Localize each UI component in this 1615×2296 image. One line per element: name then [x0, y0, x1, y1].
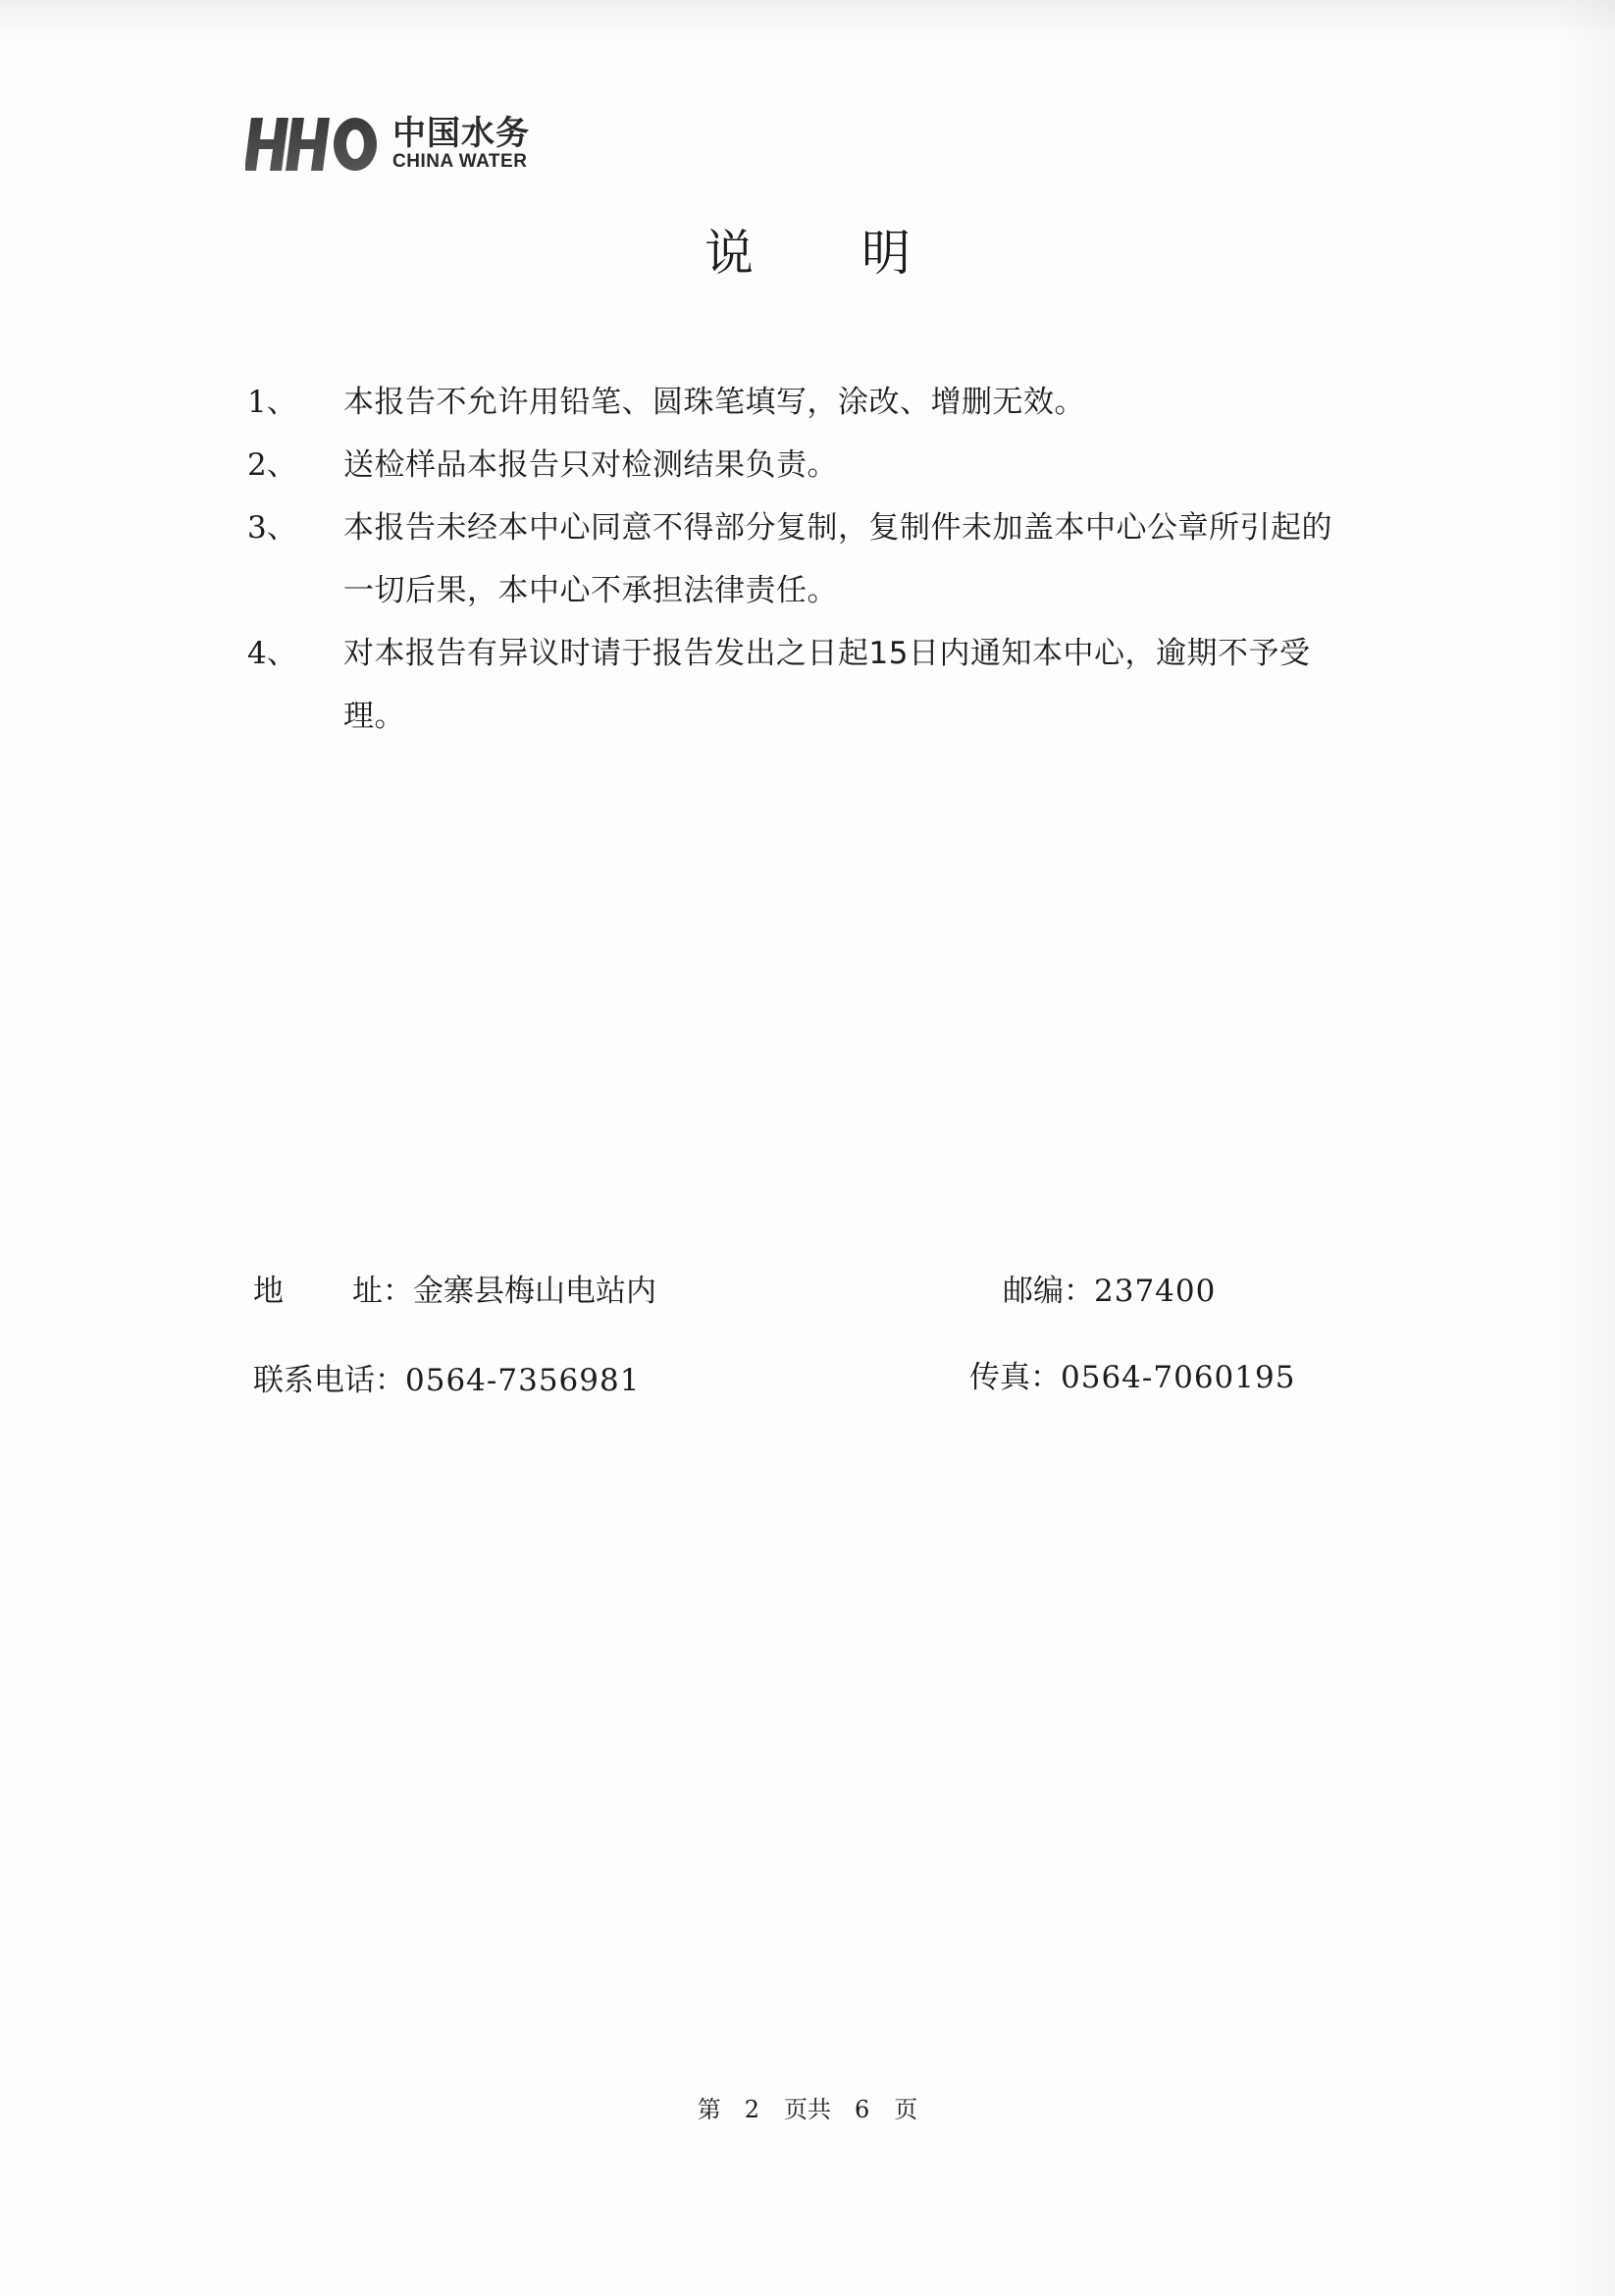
hho-logo-icon [245, 114, 383, 175]
address-line [253, 1266, 656, 1310]
note-line: 理。 [343, 699, 405, 734]
fax-value: 0564-7060195 [1061, 1360, 1296, 1395]
logo-english-name: CHINA WATER [392, 151, 528, 172]
china-water-logo [245, 110, 530, 179]
hho-logo-mark [245, 110, 383, 179]
phone-line [253, 1355, 640, 1399]
note-line: 本报告不允许用铅笔、圆珠笔填写，涂改、增删无效。 [343, 385, 1085, 420]
note-text [343, 624, 1385, 750]
note-item [247, 373, 1385, 436]
note-number: 2、 [247, 447, 297, 483]
zip-value: 237400 [1094, 1274, 1217, 1309]
footer-prefix: 第 [697, 2096, 721, 2123]
note-number: 4、 [247, 636, 297, 671]
fax-label: 传真： [969, 1360, 1061, 1395]
page-footer [0, 2090, 1615, 2124]
zip-label: 邮编： [1003, 1274, 1094, 1309]
address-value: 金寨县梅山电站内 [413, 1274, 656, 1309]
footer-middle: 页共 [784, 2096, 831, 2123]
fax-line [969, 1352, 1295, 1396]
scan-shadow-right [1556, 0, 1615, 2296]
footer-suffix: 页 [894, 2096, 918, 2123]
page-title [0, 214, 1615, 285]
logo-chinese-name: 中国水务 [392, 114, 530, 153]
scan-shadow-top [0, 0, 1615, 39]
zip-line [1003, 1266, 1216, 1310]
note-item [247, 498, 1385, 624]
title-char-2: 明 [861, 225, 911, 282]
note-text [343, 498, 1385, 624]
note-number: 1、 [247, 385, 297, 420]
phone-label: 联系电话： [253, 1363, 405, 1398]
address-label-1: 地 [253, 1274, 284, 1309]
footer-total-pages: 6 [855, 2096, 871, 2123]
note-text [343, 436, 1385, 498]
note-item [247, 436, 1385, 498]
note-number: 3、 [247, 510, 297, 546]
logo-text [392, 116, 530, 173]
note-line: 对本报告有异议时请于报告发出之日起15日内通知本中心，逾期不予受 [343, 636, 1311, 671]
note-text [343, 373, 1385, 436]
note-line: 一切后果，本中心不承担法律责任。 [343, 573, 838, 608]
title-char-1: 说 [704, 225, 754, 282]
address-label-2: 址： [352, 1274, 413, 1309]
note-item [247, 624, 1385, 750]
note-line: 送检样品本报告只对检测结果负责。 [343, 447, 838, 483]
footer-current-page: 2 [744, 2096, 760, 2123]
note-line: 本报告未经本中心同意不得部分复制，复制件未加盖本中心公章所引起的 [343, 510, 1332, 546]
notes-list [247, 373, 1385, 750]
phone-value: 0564-7356981 [405, 1363, 641, 1398]
